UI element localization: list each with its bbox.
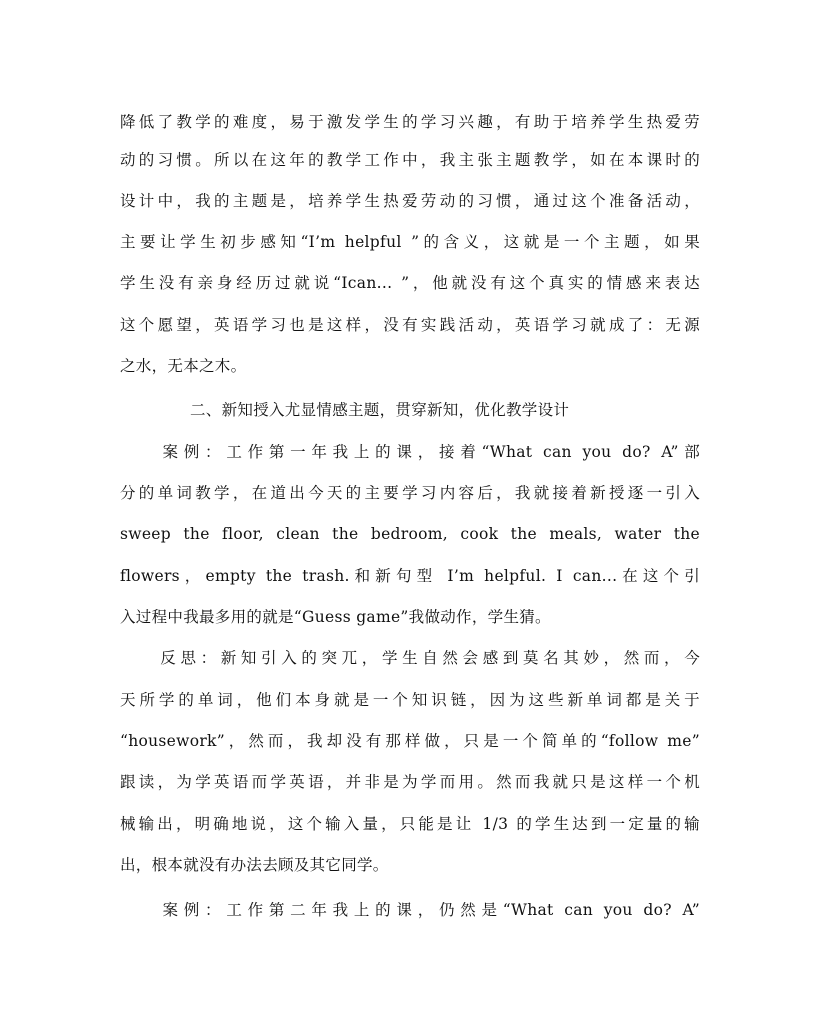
body-text-line: 出，根本就没有办法去顾及其它同学。	[120, 856, 389, 874]
body-text-line: 案例：工作第一年我上的课，接着“What can you do? A”部	[120, 443, 700, 461]
body-text-line: 反思：新知引入的突兀，学生自然会感到莫名其妙，然而，今	[120, 649, 700, 667]
section-heading: 二、新知授入尤显情感主题，贯穿新知，优化教学设计	[190, 401, 570, 419]
body-text-line: 这个愿望，英语学习也是这样，没有实践活动，英语学习就成了：无源	[120, 316, 700, 334]
body-text-line: 分的单词教学，在道出今天的主要学习内容后，我就接着新授逐一引入	[120, 484, 700, 502]
body-text-line: 械输出，明确地说，这个输入量，只能是让 1/3 的学生达到一定量的输	[120, 815, 700, 833]
body-text-line: 之水，无本之木。	[120, 357, 247, 375]
body-text-line: 降低了教学的难度，易于激发学生的学习兴趣，有助于培养学生热爱劳	[120, 113, 700, 131]
body-text-line: sweep the floor, clean the bedroom, cook the meals, water the	[120, 525, 700, 543]
body-text-line: 动的习惯。所以在这年的教学工作中，我主张主题教学，如在本课时的	[120, 151, 700, 169]
body-text-line: 入过程中我最多用的就是“Guess game”我做动作，学生猜。	[120, 608, 551, 626]
body-text-line: 案例：工作第二年我上的课，仍然是“What can you do? A”	[120, 901, 700, 919]
body-text-line: “housework”，然而，我却没有那样做，只是一个简单的“follow me”	[120, 732, 700, 750]
body-text-line: 跟读，为学英语而学英语，并非是为学而用。然而我就只是这样一个机	[120, 773, 700, 791]
body-text-line: flowers，empty the trash.和新句型 I’m helpful. I can...在这个引	[120, 567, 700, 585]
body-text-line: 设计中，我的主题是，培养学生热爱劳动的习惯，通过这个准备活动，	[120, 192, 700, 210]
body-text-line: 天所学的单词，他们本身就是一个知识链，因为这些新单词都是关于	[120, 691, 700, 709]
body-text-line: 主要让学生初步感知“I’m helpful ”的含义，这就是一个主题，如果	[120, 233, 700, 251]
body-text-line: 学生没有亲身经历过就说“Ican... ”，他就没有这个真实的情感来表达	[120, 274, 700, 292]
